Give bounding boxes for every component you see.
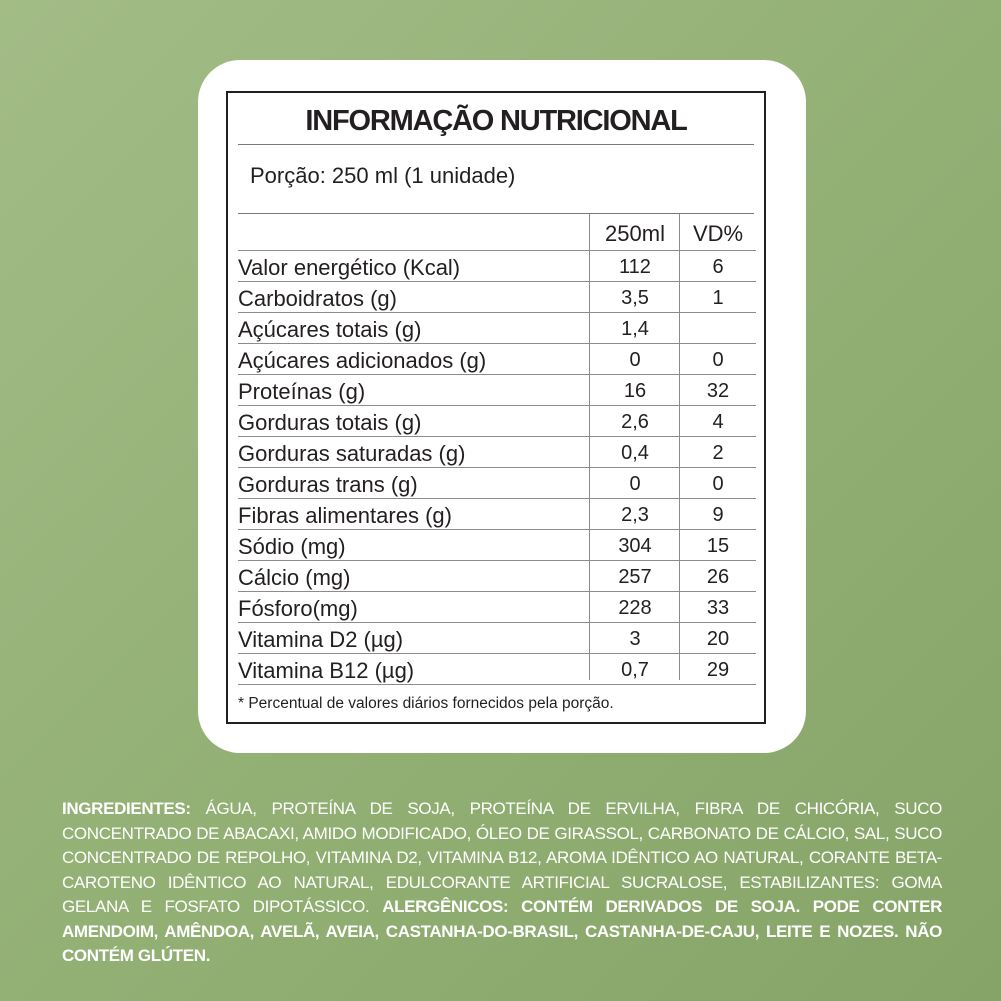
nutrient-dv: 15 bbox=[706, 535, 730, 557]
title-divider bbox=[238, 144, 754, 145]
nutrient-dv: 1 bbox=[712, 287, 724, 309]
nutrient-dv: 29 bbox=[706, 659, 730, 681]
nutrient-dv bbox=[680, 313, 756, 343]
nutrient-label: Sódio (mg) bbox=[238, 533, 346, 559]
table-row bbox=[238, 592, 756, 623]
nutrient-label: Gorduras trans (g) bbox=[238, 471, 418, 497]
nutrient-amount: 16 bbox=[623, 380, 647, 402]
ingredients-block bbox=[62, 797, 942, 969]
nutrient-label: Cálcio (mg) bbox=[238, 564, 351, 590]
table-row bbox=[238, 437, 756, 468]
allergens-text: ALERGÊNICOS: CONTÉM DERIVADOS DE SOJA. PODE CONTER AMENDOIM, AMÊNDOA, AVELÃ, AVEIA, CASTANHA-DO-BRASIL, CASTANHA-DE-CAJU, LEITE E NOZES. NÃO CONTÉM GLÚTEN. bbox=[62, 897, 943, 965]
column-header-amount: 250ml bbox=[605, 220, 665, 246]
nutrition-facts-panel bbox=[226, 91, 766, 724]
table-row bbox=[238, 468, 756, 499]
nutrient-dv: 33 bbox=[706, 597, 730, 619]
nutrient-label: Valor energético (Kcal) bbox=[238, 254, 461, 280]
nutrient-dv: 0 bbox=[712, 349, 724, 371]
nutrient-amount: 304 bbox=[618, 535, 652, 557]
nutrient-label: Fibras alimentares (g) bbox=[238, 502, 452, 528]
nutrient-label: Proteínas (g) bbox=[238, 378, 366, 404]
table-row bbox=[238, 282, 756, 313]
nutrient-label: Gorduras saturadas (g) bbox=[238, 440, 466, 466]
table-row bbox=[238, 561, 756, 592]
table-row bbox=[238, 530, 756, 561]
table-row bbox=[238, 654, 756, 685]
table-row bbox=[238, 406, 756, 437]
nutrition-table bbox=[238, 214, 756, 685]
footnote: * Percentual de valores diários fornecidos pela porção. bbox=[238, 695, 614, 712]
nutrient-amount: 0,4 bbox=[621, 442, 649, 464]
ingredients-label: INGREDIENTES: bbox=[62, 799, 191, 818]
nutrient-amount: 112 bbox=[619, 256, 651, 278]
nutrient-amount: 3,5 bbox=[621, 287, 649, 309]
column-header-dv: VD% bbox=[692, 220, 744, 246]
ingredients-text: ÁGUA, PROTEÍNA DE SOJA, PROTEÍNA DE ERVILHA, FIBRA DE CHICÓRIA, SUCO CONCENTRADO DE ABACAXI, AMIDO MODIFICADO, ÓLEO DE GIRASSOL, CARBONATO DE CÁLCIO, SAL, SUCO CONCENTRADO DE REPOLHO, VITAMINA D2, VITAMINA B12, AROMA IDÊNTICO AO NATURAL, CORANTE BETA-CAROTENO IDÊNTICO AO NATURAL, EDULCORANTE ARTIFICIAL SUCRALOSE, ESTABILIZANTES: GOMA GELANA E FOSFATO DIPOTÁSSICO. bbox=[62, 799, 942, 916]
nutrient-dv: 6 bbox=[712, 256, 724, 278]
nutrient-amount: 0 bbox=[629, 349, 641, 371]
portion-text: Porção: 250 ml (1 unidade) bbox=[250, 163, 516, 188]
nutrient-label: Vitamina D2 (µg) bbox=[238, 626, 404, 652]
nutrient-dv: 32 bbox=[706, 380, 730, 402]
nutrient-dv: 20 bbox=[706, 628, 730, 650]
nutrient-amount: 228 bbox=[618, 597, 652, 619]
nutrient-amount: 0,7 bbox=[621, 659, 649, 681]
table-row bbox=[238, 313, 756, 344]
table-row bbox=[238, 623, 756, 654]
nutrition-title: INFORMAÇÃO NUTRICIONAL bbox=[305, 105, 687, 137]
nutrient-label: Açúcares adicionados (g) bbox=[238, 347, 487, 373]
table-header-row bbox=[238, 214, 756, 251]
nutrient-label: Carboidratos (g) bbox=[238, 285, 397, 311]
nutrient-amount: 0 bbox=[629, 473, 641, 495]
nutrient-label: Vitamina B12 (µg) bbox=[238, 657, 415, 683]
nutrient-amount: 2,6 bbox=[621, 411, 649, 433]
nutrient-label: Fósforo(mg) bbox=[238, 595, 358, 621]
nutrient-dv: 26 bbox=[706, 566, 730, 588]
nutrient-dv: 4 bbox=[712, 411, 724, 433]
nutrient-dv: 0 bbox=[712, 473, 724, 495]
nutrient-amount: 2,3 bbox=[621, 504, 649, 526]
nutrient-amount: 257 bbox=[618, 566, 652, 588]
table-row bbox=[238, 499, 756, 530]
nutrient-label: Açúcares totais (g) bbox=[238, 316, 422, 342]
table-row bbox=[238, 375, 756, 406]
table-row bbox=[238, 251, 756, 282]
nutrient-amount: 3 bbox=[629, 628, 641, 650]
nutrient-amount: 1,4 bbox=[621, 318, 649, 340]
nutrient-dv: 2 bbox=[712, 442, 724, 464]
nutrient-label: Gorduras totais (g) bbox=[238, 409, 422, 435]
table-row bbox=[238, 344, 756, 375]
nutrient-dv: 9 bbox=[712, 504, 724, 526]
